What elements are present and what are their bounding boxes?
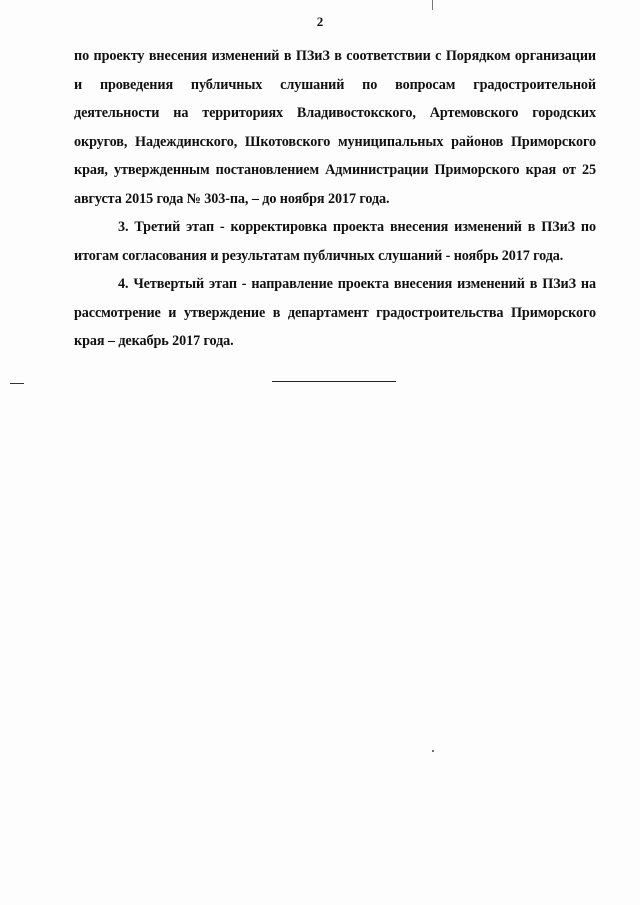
- paragraph-continuation: по проекту внесения изменений в ПЗиЗ в соответствии с Порядком организации и проведения публичных слушаний по вопросам градостроительной деятельности на территориях Владивостокского, Артемовского городских округов, Надеждинского, Шкотовского муниципальных районов Приморского края, утвержденным постановлением Администрации Приморского края от 25 августа 2015 года № 303-па, – до ноября 2017 года.: [74, 48, 596, 207]
- margin-mark: [10, 383, 24, 384]
- scan-speck: [432, 750, 434, 752]
- page-number: 2: [316, 14, 324, 29]
- scan-mark: [432, 0, 433, 10]
- paragraph-stage-4: 4. Четвертый этап - направление проекта внесения изменений в ПЗиЗ на рассмотрение и утверждение в департамент градостроительства Приморского края – декабрь 2017 года.: [74, 276, 596, 349]
- paragraph-stage-3: 3. Третий этап - корректировка проекта внесения изменений в ПЗиЗ по итогам согласования и результатам публичных слушаний - ноябрь 2017 года.: [74, 219, 596, 264]
- end-separator-line: [272, 381, 396, 382]
- document-body: [74, 42, 596, 356]
